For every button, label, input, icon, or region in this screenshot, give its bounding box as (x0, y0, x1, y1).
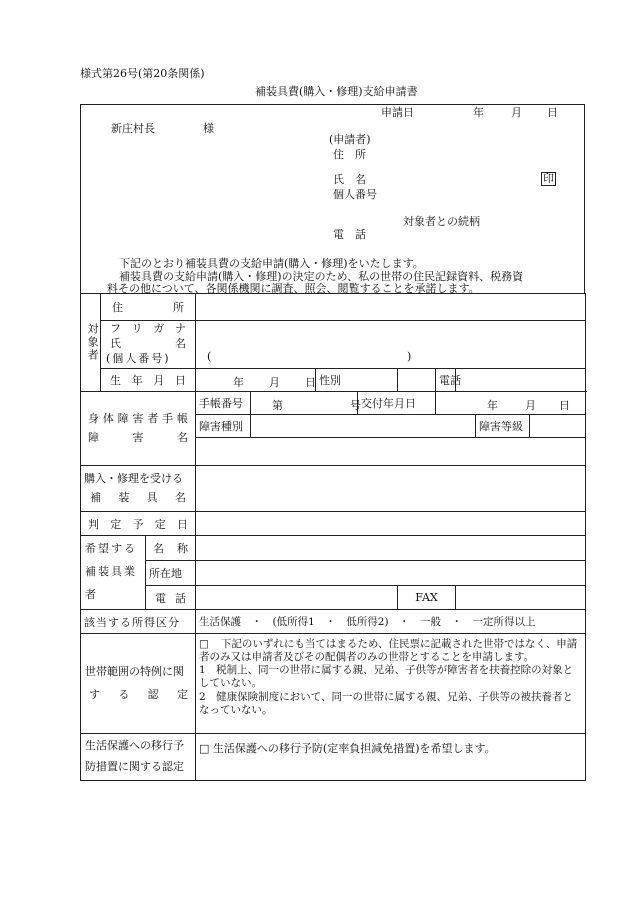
handbook-section-label: 身 体 障 害 者 手 帳 障 害 名 (81, 392, 196, 466)
statement-line-1: 下記のとおり補装具費の支給申請(購入・修理)をいたします。 (119, 257, 424, 270)
birth-date-field[interactable]: 年 月 日 (196, 369, 316, 392)
issue-date-field[interactable]: 年 月 日 (436, 392, 586, 415)
birth-date-label: 生 年 月 日 (101, 369, 196, 392)
judgment-date-field[interactable] (196, 512, 586, 536)
vendor-location-label: 所在地 (146, 561, 196, 586)
issue-date-label: 交付年月日 (358, 392, 436, 415)
device-label: 購入・修理を受ける 補 装 具 名 (81, 466, 196, 512)
notebook-no-label: 手帳番号 (196, 392, 251, 415)
disability-grade-label: 障害等級 (476, 415, 530, 438)
subject-name-field[interactable]: ( ) (196, 321, 586, 369)
disability-name-field[interactable] (196, 438, 586, 466)
date-day: 日 (547, 106, 558, 119)
vendor-fax-label: FAX (398, 586, 456, 610)
welfare-checkbox[interactable]: □ (199, 742, 210, 755)
addressee: 新庄村長 (111, 122, 155, 135)
subject-name-label: フ リ ガ ナ 氏 名 (個人番号) (101, 321, 196, 369)
income-category-label: 該当する所得区分 (81, 610, 196, 634)
welfare-text: 生活保護への移行予防(定率負担減免措置)を希望します。 (212, 742, 496, 755)
subject-address-label: 住 所 (101, 294, 196, 321)
vendor-section-label: 希望する 補装具業 者 (81, 536, 146, 610)
date-month: 月 (511, 106, 522, 119)
applicant-address-label: 住 所 (333, 148, 366, 161)
statement-line-3: 料その他について、各関係機関に調査、照会、閲覧することを承諾します。 (107, 282, 480, 295)
seal-mark: 印 (543, 172, 554, 185)
subject-section-label: 対象者 (81, 294, 101, 392)
vendor-phone-label: 電 話 (146, 586, 196, 610)
welfare-prevention-content[interactable] (196, 734, 586, 781)
subject-phone-field[interactable] (456, 369, 586, 392)
disability-grade-field[interactable] (530, 415, 586, 438)
vendor-fax-field[interactable] (456, 586, 586, 610)
application-form-table (80, 293, 586, 781)
household-checkbox[interactable]: □ (199, 638, 209, 650)
applicant-name-label: 氏 名 (333, 173, 366, 186)
household-special-label: 世帯範囲の特例に関 す る 認 定 (81, 634, 196, 734)
subject-address-field[interactable] (196, 294, 586, 321)
addressee-honorific: 様 (203, 122, 214, 135)
form-title: 補装具費(購入・修理)支給申請書 (255, 85, 418, 98)
notebook-no-field[interactable]: 第 号 (251, 392, 358, 415)
applicant-phone-label: 電 話 (333, 228, 366, 241)
vendor-location-field[interactable] (196, 561, 586, 586)
date-year: 年 (473, 106, 484, 119)
disability-type-field[interactable] (251, 415, 476, 438)
applicant-label: (申請者) (329, 133, 371, 146)
statement-line-2: 補装具費の支給申請(購入・修理)の決定のため、私の世帯の住民記録資料、税務資 (119, 270, 524, 283)
subject-phone-label: 電話 (436, 369, 456, 392)
sex-label: 性別 (316, 369, 398, 392)
judgment-date-label: 判 定 予 定 日 (81, 512, 196, 536)
disability-type-label: 障害種別 (196, 415, 251, 438)
applicant-header-box (80, 104, 585, 294)
household-special-content[interactable]: □ 下記のいずれにも当てはまるため、住民票に記載された世帯ではなく、申請者のみ又は申請者及びその配偶者のみの世帯とすることを申請します。 1 税制上、同一の世帯に属する親、兄弟、子供等が障害者を扶養控除の対象としていない。 2 健康保険制度において、同一の世帯に属する親、兄弟、子供等の被扶養者となっていない。 (196, 634, 586, 734)
vendor-phone-field[interactable] (196, 586, 398, 610)
vendor-name-label: 名 称 (146, 536, 196, 561)
applicant-my-number-label: 個人番号 (333, 188, 377, 201)
income-category-options[interactable]: 生活保護 ・ (低所得1 ・ 低所得2) ・ 一般 ・ 一定所得以上 (196, 610, 586, 634)
relation-label: 対象者との続柄 (403, 215, 480, 228)
device-field[interactable] (196, 466, 586, 512)
vendor-name-field[interactable] (196, 536, 586, 561)
sex-field[interactable] (398, 369, 436, 392)
application-date-label: 申請日 (381, 106, 414, 119)
welfare-prevention-label: 生活保護への移行予 防措置に関する認定 (81, 734, 196, 781)
form-number: 様式第26号(第20条関係) (80, 67, 205, 80)
